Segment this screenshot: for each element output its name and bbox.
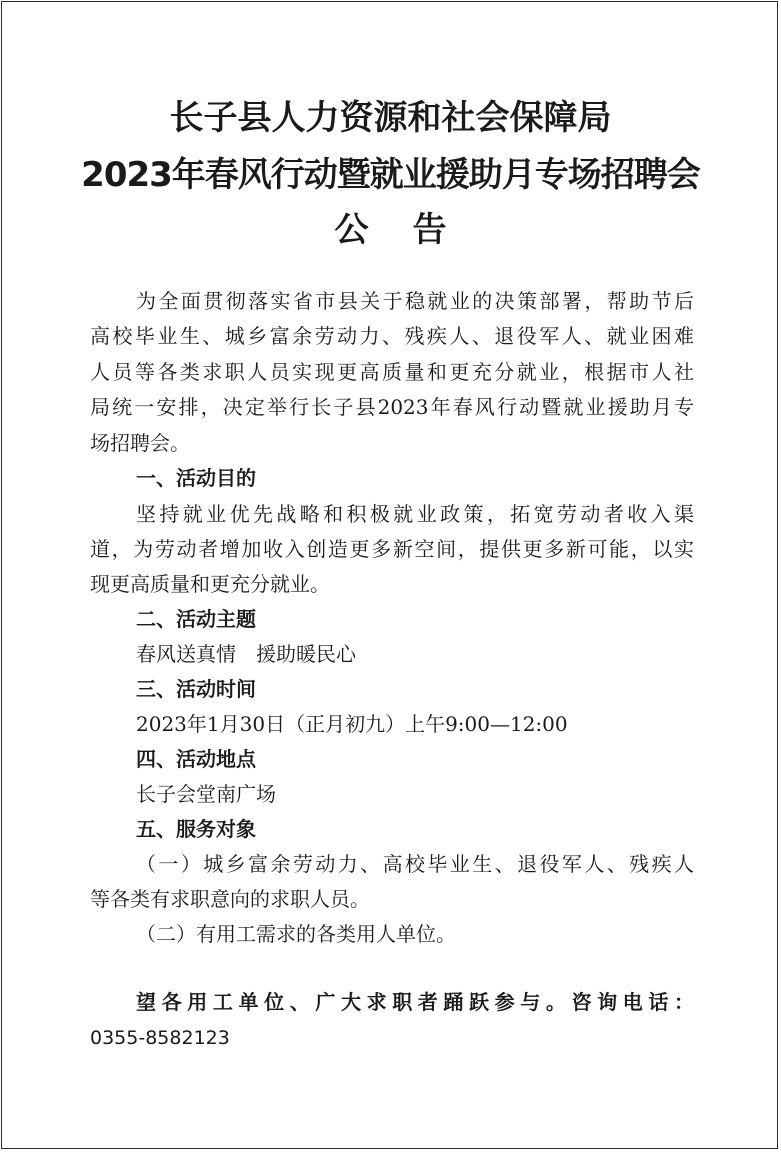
document-title-notice: 公告 xyxy=(334,210,491,250)
theme-text: 春风送真情 援助暖民心 xyxy=(136,642,356,666)
section-heading-time: 三、活动时间 xyxy=(136,677,256,701)
location-text: 长子会堂南广场 xyxy=(136,782,276,806)
purpose-line-2: 道，为劳动者增加收入创造更多新空间，提供更多新可能，以实 xyxy=(90,537,694,561)
intro-line-3: 人员等各类求职人员实现更高质量和更充分就业，根据市人社 xyxy=(90,360,694,384)
purpose-line-1: 坚持就业优先战略和积极就业政策，拓宽劳动者收入渠 xyxy=(136,502,694,526)
closing-invitation: 望各用工单位、广大求职者踊跃参与。咨询电话： xyxy=(136,990,694,1014)
section-heading-location: 四、活动地点 xyxy=(136,747,256,771)
document-title-org: 长子县人力资源和社会保障局 xyxy=(169,98,612,138)
section-heading-purpose: 一、活动目的 xyxy=(136,466,256,490)
document-title-event: 2023年春风行动暨就业援助月专场招聘会 xyxy=(81,155,700,195)
contact-phone: 0355-8582123 xyxy=(90,1027,230,1049)
intro-line-1: 为全面贯彻落实省市县关于稳就业的决策部署，帮助节后 xyxy=(136,289,694,313)
audience-item1-line-1: （一）城乡富余劳动力、高校毕业生、退役军人、残疾人 xyxy=(136,852,694,876)
purpose-line-3: 现更高质量和更充分就业。 xyxy=(90,572,330,596)
audience-item2: （二）有用工需求的各类用人单位。 xyxy=(136,922,456,946)
intro-line-2: 高校毕业生、城乡富余劳动力、残疾人、退役军人、就业困难 xyxy=(90,324,694,348)
section-heading-theme: 二、活动主题 xyxy=(136,607,256,631)
intro-line-4: 局统一安排，决定举行长子县2023年春风行动暨就业援助月专 xyxy=(90,395,694,419)
audience-item1-line-2: 等各类有求职意向的求职人员。 xyxy=(90,887,370,911)
intro-line-5: 场招聘会。 xyxy=(90,431,190,455)
section-heading-audience: 五、服务对象 xyxy=(136,817,256,841)
time-text: 2023年1月30日（正月初九）上午9:00—12:00 xyxy=(136,712,568,736)
